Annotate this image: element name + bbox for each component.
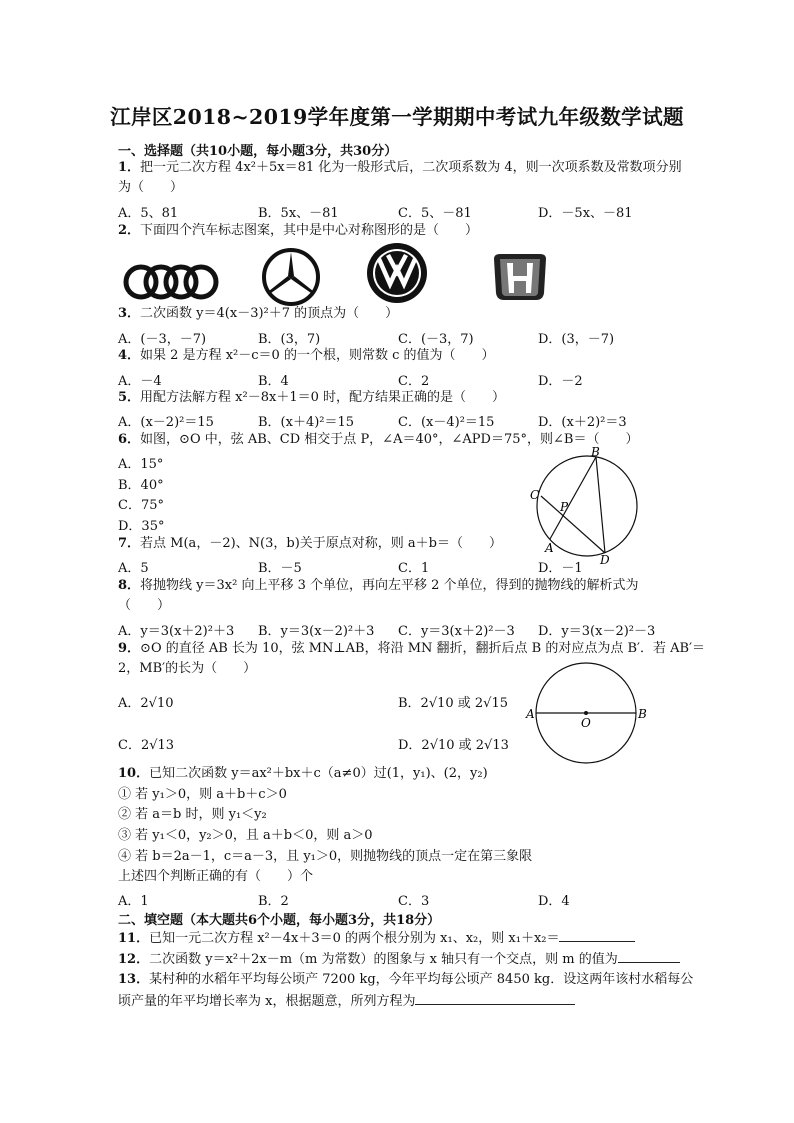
question-13-line2 (118, 992, 575, 1011)
option-b[interactable]: B．4 (258, 374, 289, 389)
option-b[interactable]: B．2 (258, 894, 289, 909)
q6-circle-figure (528, 444, 648, 568)
question-number: 6． (118, 432, 141, 447)
question-number: 5． (118, 390, 141, 405)
option-a[interactable]: A．(x－2)²＝15 (118, 415, 214, 430)
segment-bd (596, 457, 605, 553)
statement-2: ② 若 a＝b 时，则 y₁＜y₂ (118, 807, 267, 822)
question-1-line2: 为（ ） (118, 180, 184, 195)
option-a[interactable]: A．y＝3(x＋2)²＋3 (118, 624, 235, 639)
center-point (584, 711, 588, 715)
option-a[interactable]: A．15° (118, 457, 164, 472)
label-d: D (600, 553, 610, 567)
question-13 (118, 971, 693, 989)
question-12 (118, 950, 680, 969)
option-b[interactable]: B．－5 (258, 561, 302, 576)
question-3 (118, 305, 398, 323)
option-c[interactable]: C．1 (398, 561, 430, 576)
volkswagen-logo (366, 242, 428, 304)
question-text: 二次函数 y＝4(x－3)²＋7 的顶点为（ ） (140, 306, 399, 321)
option-c[interactable]: C．75° (118, 498, 164, 513)
option-c[interactable]: C．y＝3(x＋2)²－3 (398, 624, 515, 639)
option-d[interactable]: D．35° (118, 519, 165, 534)
question-number: 1． (118, 160, 141, 175)
option-c[interactable]: C．2 (398, 374, 430, 389)
question-1 (118, 159, 682, 177)
question-text: 把一元二次方程 4x²＋5x＝81 化为一般形式后，二次项系数为 4，则一次项系数及常数项分别 (140, 160, 682, 175)
label-o: O (581, 716, 591, 730)
option-c[interactable]: C．(x－4)²＝15 (398, 415, 495, 430)
question-8-line2: （ ） (118, 598, 171, 613)
option-d[interactable]: D．(x＋2)²＝3 (538, 415, 627, 430)
question-number: 4． (118, 348, 141, 363)
option-b[interactable]: B．5x、－81 (258, 206, 339, 221)
section-heading-choice: 一、选择题（共10小题，每小题3分，共30分） (118, 144, 398, 159)
option-b[interactable]: B．(3，7) (258, 332, 321, 347)
option-b[interactable]: B．y＝3(x－2)²＋3 (258, 624, 375, 639)
option-c[interactable]: C．3 (398, 894, 430, 909)
option-d[interactable]: D．y＝3(x－2)²－3 (538, 624, 656, 639)
question-number: 10． (118, 766, 150, 781)
question-text: 已知二次函数 y＝ax²＋bx＋c（a≠0）过(1，y₁)、(2，y₂) (149, 766, 488, 781)
option-d[interactable]: D．(3，－7) (538, 332, 615, 347)
question-text: 已知一元二次方程 x²－4x＋3＝0 的两个根分别为 x₁、x₂，则 x₁＋x₂＝ (149, 931, 560, 946)
question-10-tail: 上述四个判断正确的有（ ）个 (118, 869, 314, 884)
question-number: 3． (118, 306, 141, 321)
label-b: B (591, 445, 600, 459)
section-heading-fill: 二、填空题（本大题共6个小题，每小题3分，共18分） (118, 913, 441, 928)
label-a: A (545, 541, 554, 555)
option-c[interactable]: C．2√13 (118, 738, 175, 753)
answer-blank[interactable] (415, 992, 575, 1005)
question-7 (118, 535, 502, 553)
statement-4: ④ 若 b＝2a－1，c＝a－3，且 y₁＞0，则抛物线的顶点一定在第三象限 (118, 849, 533, 864)
question-number: 8． (118, 578, 141, 593)
option-a[interactable]: A．5 (118, 561, 149, 576)
question-2 (118, 222, 478, 240)
question-text: 如果 2 是方程 x²－c＝0 的一个根，则常数 c 的值为（ ） (140, 348, 495, 363)
chord-ab (550, 457, 596, 539)
option-a[interactable]: A．2√10 (118, 696, 174, 711)
option-a[interactable]: A．(－3，－7) (118, 332, 207, 347)
question-number: 7． (118, 536, 141, 551)
option-a[interactable]: A．－4 (118, 374, 162, 389)
mercedes-logo (260, 246, 322, 308)
option-d[interactable]: D．－5x、－81 (538, 206, 633, 221)
question-number: 2． (118, 223, 141, 238)
option-d[interactable]: D．2√10 或 2√13 (398, 738, 509, 753)
question-number: 13． (118, 972, 150, 987)
question-text: 若点 M(a，－2)、N(3，b)关于原点对称，则 a＋b＝（ ） (140, 536, 502, 551)
question-text: 某村种的水稻年平均每公顷产 7200 kg，今年平均每公顷产 8450 kg．设这两年该村水稻每公 (149, 972, 694, 987)
answer-blank[interactable] (618, 950, 680, 963)
question-11 (118, 929, 635, 948)
question-number: 11． (118, 931, 150, 946)
option-d[interactable]: D．－2 (538, 374, 583, 389)
answer-blank[interactable] (559, 929, 635, 942)
label-b: B (638, 707, 647, 721)
q9-circle-figure (524, 660, 652, 764)
label-c: C (530, 488, 540, 502)
option-b[interactable]: B．40° (118, 478, 164, 493)
option-a[interactable]: A．1 (118, 894, 149, 909)
statement-1: ① 若 y₁＞0，则 a＋b＋c＞0 (118, 787, 287, 802)
question-number: 12． (118, 952, 150, 967)
option-a[interactable]: A．5、81 (118, 206, 179, 221)
honda-logo (490, 251, 550, 303)
question-9 (118, 640, 705, 658)
option-b[interactable]: B．2√10 或 2√15 (398, 696, 509, 711)
label-p: P (560, 500, 569, 514)
question-text: 将抛物线 y＝3x² 向上平移 3 个单位，再向左平移 2 个单位，得到的抛物线的解析式为 (140, 578, 639, 593)
question-text: ⊙O 的直径 AB 长为 10，弦 MN⊥AB，将沿 MN 翻折，翻折后点 B 的对应点为点 B′．若 AB′＝ (140, 641, 706, 656)
option-c[interactable]: C．(－3，7) (398, 332, 474, 347)
question-text: 如图，⊙O 中，弦 AB、CD 相交于点 P，∠A＝40°，∠APD＝75°，则∠B＝（ ） (140, 432, 639, 447)
option-d[interactable]: D．－1 (538, 561, 583, 576)
audi-logo (122, 262, 220, 302)
question-9-line2: 2，MB′的长为（ ） (118, 661, 257, 676)
option-b[interactable]: B．(x＋4)²＝15 (258, 415, 355, 430)
question-8 (118, 577, 639, 595)
option-c[interactable]: C．5、－81 (398, 206, 472, 221)
label-a: A (526, 707, 535, 721)
option-d[interactable]: D．4 (538, 894, 570, 909)
question-5 (118, 389, 505, 407)
page-title: 江岸区2018~2019学年度第一学期期中考试九年级数学试题 (110, 105, 684, 129)
question-text: 用配方法解方程 x²－8x＋1＝0 时，配方结果正确的是（ ） (140, 390, 505, 405)
question-text: 下面四个汽车标志图案，其中是中心对称图形的是（ ） (140, 223, 479, 238)
statement-3: ③ 若 y₁＜0，y₂＞0，且 a＋b＜0，则 a＞0 (118, 828, 373, 843)
question-number: 9． (118, 641, 141, 656)
question-text: 二次函数 y＝x²＋2x－m（m 为常数）的图象与 x 轴只有一个交点，则 m 的值为 (149, 952, 618, 967)
question-4 (118, 347, 495, 365)
question-10 (118, 765, 488, 783)
question-text: 顷产量的年平均增长率为 x，根据题意，所列方程为 (118, 994, 416, 1009)
